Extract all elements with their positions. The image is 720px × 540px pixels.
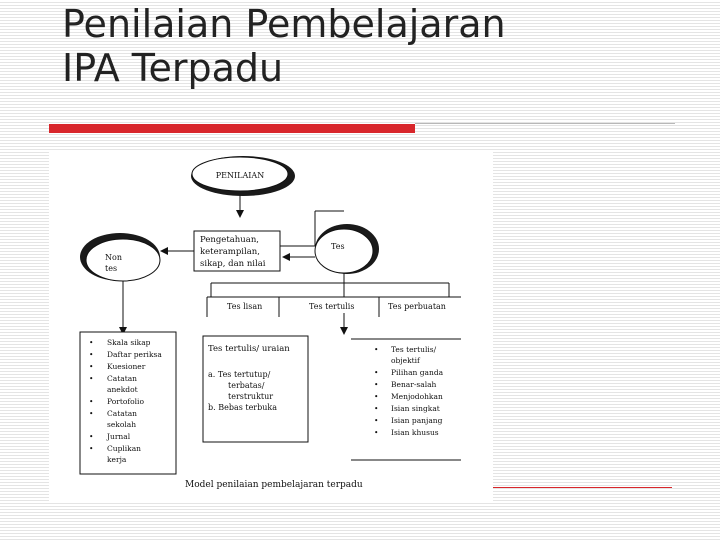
non-tes-item: Cuplikan <box>107 444 142 453</box>
title-accent-bar <box>49 124 415 133</box>
objektif-item: Pilihan ganda <box>391 368 444 377</box>
non-tes-item: Portofolio <box>107 397 144 406</box>
diagram-figure <box>49 151 493 501</box>
non-tes-ellipse <box>86 239 160 281</box>
root-label: PENILAIAN <box>215 171 265 180</box>
non-tes-item: Skala sikap <box>107 338 151 347</box>
slide-title <box>62 2 662 90</box>
non-tes-item: sekolah <box>107 420 137 429</box>
bullet: • <box>89 350 94 359</box>
uraian-line-1: a. Tes tertutup/ <box>208 370 271 379</box>
bullet: • <box>374 404 379 413</box>
bullet: • <box>89 409 94 418</box>
non-tes-item: Daftar periksa <box>107 350 162 359</box>
bullet: • <box>374 416 379 425</box>
title-line-2: IPA Terpadu <box>62 46 284 90</box>
non-tes-item: Kuesioner <box>107 362 146 371</box>
tes-label: Tes <box>331 242 345 251</box>
uraian-line-4: b. Bebas terbuka <box>208 403 278 412</box>
non-tes-item: Catatan <box>107 374 138 383</box>
bullet: • <box>374 368 379 377</box>
bullet: • <box>89 338 94 347</box>
bullet: • <box>374 392 379 401</box>
objektif-item: Isian singkat <box>391 404 440 413</box>
tes-tertulis-label: Tes tertulis <box>309 302 355 311</box>
center-line-3: sikap, dan nilai <box>200 259 266 269</box>
title-line-1: Penilaian Pembelajaran <box>62 2 506 46</box>
title-divider-line <box>415 123 675 124</box>
figure-caption: Model penilaian pembelajaran terpadu <box>185 480 363 490</box>
objektif-item: Isian panjang <box>391 416 443 425</box>
non-tes-label-2: tes <box>105 264 118 273</box>
bullet: • <box>89 444 94 453</box>
bullet: • <box>89 362 94 371</box>
bullet: • <box>374 380 379 389</box>
assessment-model-diagram <box>49 151 493 501</box>
bullet: • <box>374 428 379 437</box>
uraian-heading: Tes tertulis/ uraian <box>208 344 290 354</box>
bullet: • <box>374 345 379 354</box>
non-tes-label-1: Non <box>105 253 122 262</box>
non-tes-item: kerja <box>107 455 127 464</box>
bullet: • <box>89 397 94 406</box>
footer-divider-line <box>492 487 672 488</box>
objektif-item: Menjodohkan <box>391 392 443 401</box>
center-line-2: keterampilan, <box>200 247 260 257</box>
bullet: • <box>89 374 94 383</box>
objektif-item: Isian khusus <box>391 428 439 437</box>
tes-ellipse <box>315 229 373 273</box>
objektif-list <box>374 345 444 437</box>
non-tes-item: Catatan <box>107 409 138 418</box>
tes-lisan-label: Tes lisan <box>227 302 263 311</box>
uraian-line-3: terstruktur <box>228 392 274 401</box>
objektif-item: objektif <box>391 356 420 365</box>
uraian-line-2: terbatas/ <box>228 381 265 390</box>
objektif-item: Tes tertulis/ <box>391 345 437 354</box>
objektif-item: Benar-salah <box>391 380 437 389</box>
non-tes-item: Jurnal <box>107 432 131 441</box>
center-line-1: Pengetahuan, <box>200 235 259 245</box>
non-tes-item: anekdot <box>107 385 138 394</box>
bullet: • <box>89 432 94 441</box>
tes-perbuatan-label: Tes perbuatan <box>388 302 446 311</box>
